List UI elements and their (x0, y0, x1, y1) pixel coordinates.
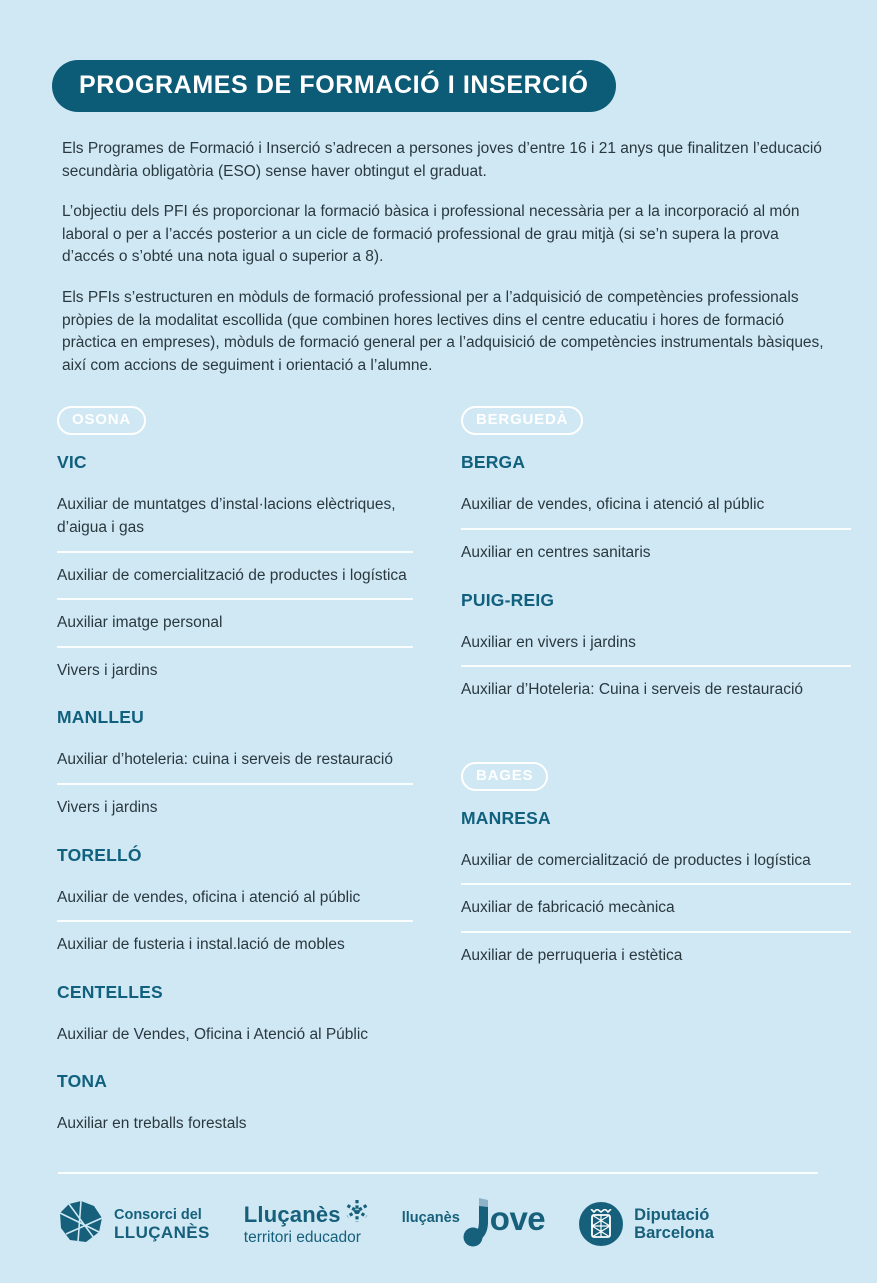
intro-paragraph-2: L’objectiu dels PFI és proporcionar la formació bàsica i professional necessària per a la incorporació al món laboral o per a l’accés posterior a un cicle de formació professional de grau mitjà (si se’n supera la prova d’accés o s’obté una nota igual o superior a 8). (62, 203, 800, 266)
item-separator (461, 883, 851, 885)
course-item: Auxiliar de fabricació mecànica (461, 899, 675, 917)
course-item: Auxiliar en vivers i jardins (461, 633, 636, 651)
territori-line2: territori educador (243, 1228, 361, 1246)
city-heading: VIC (57, 452, 87, 473)
course-item: Auxiliar imatge personal (57, 614, 223, 632)
region-osona (57, 406, 413, 1136)
city-heading: TORELLÓ (57, 844, 142, 865)
item-separator (461, 528, 851, 530)
consorci-logo-text (114, 1207, 210, 1242)
city-heading: CENTELLES (57, 981, 163, 1002)
item-separator (57, 551, 413, 553)
item-separator (461, 931, 851, 933)
course-item: Auxiliar de perruqueria i estètica (461, 946, 683, 964)
diputacio-line2: Barcelona (634, 1224, 714, 1243)
city-heading: MANLLEU (57, 707, 144, 728)
city-heading: PUIG-REIG (461, 589, 555, 610)
city-heading: MANRESA (461, 807, 551, 828)
region-badge: BERGUEDÀ (461, 406, 583, 435)
course-item: Vivers i jardins (57, 661, 158, 679)
column-right (461, 406, 851, 967)
course-item: Auxiliar d’Hoteleria: Cuina i serveis de restauració (461, 681, 804, 699)
intro-section (62, 138, 826, 377)
item-separator (57, 920, 413, 922)
program-columns (57, 406, 849, 1136)
course-item: Vivers i jardins (57, 798, 158, 816)
footer-divider (58, 1172, 818, 1174)
intro-paragraph-1: Els Programes de Formació i Inserció s’adrecen a persones joves d’entre 16 i 21 anys que finalitzen l’educació secundària obligatòria (ESO) sense haver obtingut el graduat. (62, 140, 822, 180)
diputacio-barcelona-logo (579, 1202, 714, 1246)
diputacio-crest-icon (579, 1202, 623, 1246)
course-item: Auxiliar de vendes, oficina i atenció al públic (461, 496, 765, 514)
course-item: Auxiliar de vendes, oficina i atenció al públic (57, 888, 361, 906)
region-bages (461, 762, 851, 968)
footer-logos (58, 1196, 818, 1253)
course-item: Auxiliar d’hoteleria: cuina i serveis de restauració (57, 751, 393, 769)
jove-word: ove (489, 1199, 546, 1237)
intro-paragraph-3: Els PFIs s’estructuren en mòduls de formació professional per a l’adquisició de competències professionals pròpies de la modalitat escollida (que combinen hores lectives dins el centre educatiu i hores de formació pràctica en empreses), mòduls de formació general per a l’adquisició de competències instrumentals bàsiques, així com accions de seguiment i orientació a l’alumne. (62, 288, 824, 374)
diputacio-logo-text (634, 1206, 714, 1243)
region-badge: OSONA (57, 406, 146, 435)
llucanes-territori-educador-logo (244, 1202, 368, 1247)
jove-prefix: lluçanès (401, 1209, 460, 1226)
city-heading: BERGA (461, 452, 526, 473)
llucanes-jove-logo (402, 1196, 545, 1253)
consorci-line2: LLUÇANÈS (114, 1222, 210, 1242)
music-note-j-icon (462, 1196, 492, 1253)
course-item: Auxiliar de muntatges d’instal·lacions elèctriques, d’aigua i gas (57, 496, 396, 536)
course-item: Auxiliar en centres sanitaris (461, 543, 651, 561)
course-item: Auxiliar de fusteria i instal.lació de mobles (57, 936, 345, 954)
item-separator (57, 598, 413, 600)
consorci-llucanes-logo (58, 1200, 210, 1249)
star-icon (346, 1200, 368, 1227)
territori-line1: Lluçanès (243, 1201, 341, 1227)
consorci-line1: Consorci del (114, 1206, 202, 1223)
course-item: Auxiliar de comercialització de productes i logística (57, 566, 407, 584)
course-item: Auxiliar de comercialització de productes i logística (461, 851, 811, 869)
page-title: PROGRAMES DE FORMACIÓ I INSERCIÓ (52, 60, 616, 112)
course-item: Auxiliar en treballs forestals (57, 1115, 247, 1133)
leaf-icon (58, 1200, 104, 1249)
region-bergued (461, 406, 851, 701)
column-left (57, 406, 413, 1136)
diputacio-line1: Diputació (634, 1205, 710, 1224)
item-separator (57, 646, 413, 648)
item-separator (461, 665, 851, 667)
item-separator (57, 783, 413, 785)
course-item: Auxiliar de Vendes, Oficina i Atenció al Públic (57, 1025, 369, 1043)
region-badge: BAGES (461, 762, 548, 791)
city-heading: TONA (57, 1071, 108, 1092)
